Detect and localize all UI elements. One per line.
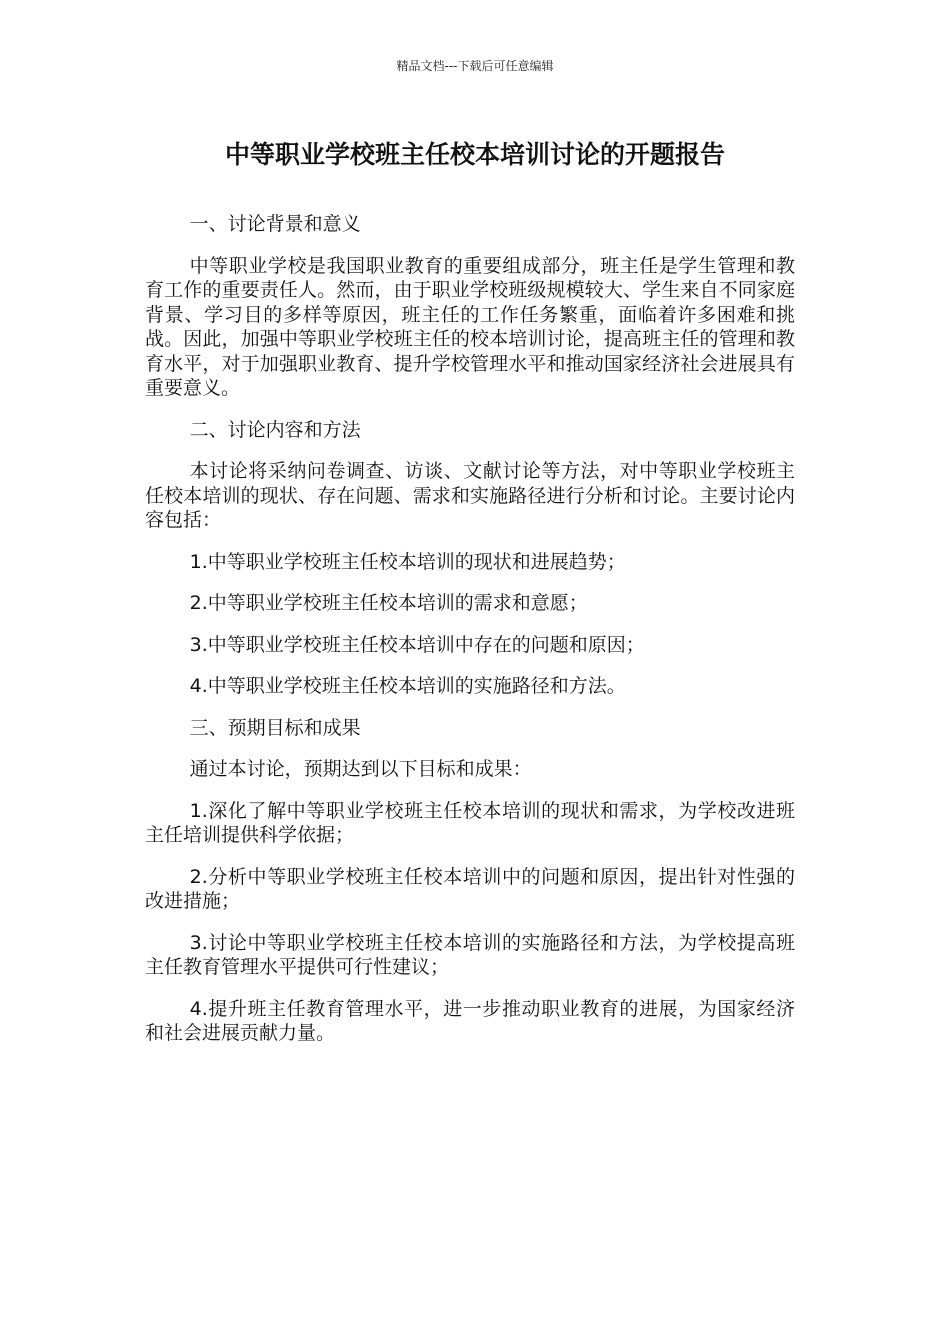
paragraph-method-intro: 本讨论将采纳问卷调查、访谈、文献讨论等方法，对中等职业学校班主任校本培训的现状、存在问题、需求和实施路径进行分析和讨论。主要讨论内容包括： [145,460,795,531]
paragraph-background: 中等职业学校是我国职业教育的重要组成部分，班主任是学生管理和教育工作的重要责任人。然而，由于职业学校班级规模较大、学生来自不同家庭背景、学习目的多样等原因，班主任的工作任务繁重，面临着许多困难和挑战。因此，加强中等职业学校班主任的校本培训讨论，提高班主任的管理和教育水平，对于加强职业教育、提升学校管理水平和推动国家经济社会进展具有重要意义。 [145,254,795,399]
section-heading-background: 一、讨论背景和意义 [189,213,361,235]
list-item-goal-4: 4.提升班主任教育管理水平，进一步推动职业教育的进展，为国家经济和社会进展贡献力量。 [145,997,795,1044]
list-item-content-2: 2.中等职业学校班主任校本培训的需求和意愿； [189,592,588,614]
document-body [145,212,795,1063]
section-heading-goals: 三、预期目标和成果 [189,716,361,739]
list-item-content-1: 1.中等职业学校班主任校本培训的现状和进展趋势； [189,550,626,573]
list-item-content-4: 4.中等职业学校班主任校本培训的实施路径和方法。 [189,675,626,697]
document-title: 中等职业学校班主任校本培训讨论的开题报告 [224,140,725,169]
page-header-watermark: 精品文档---下载后可任意编辑 [396,59,554,73]
paragraph-goals-intro: 通过本讨论，预期达到以下目标和成果： [189,758,532,780]
list-item-goal-2: 2.分析中等职业学校班主任校本培训中的问题和原因，提出针对性强的改进措施； [145,865,795,912]
list-item-goal-1: 1.深化了解中等职业学校班主任校本培训的现状和需求，为学校改进班主任培训提供科学依据； [145,799,795,846]
section-heading-content-method: 二、讨论内容和方法 [189,418,361,441]
list-item-content-3: 3.中等职业学校班主任校本培训中存在的问题和原因； [189,633,645,656]
list-item-goal-3: 3.讨论中等职业学校班主任校本培训的实施路径和方法，为学校提高班主任教育管理水平提供可行性建议； [145,931,795,978]
